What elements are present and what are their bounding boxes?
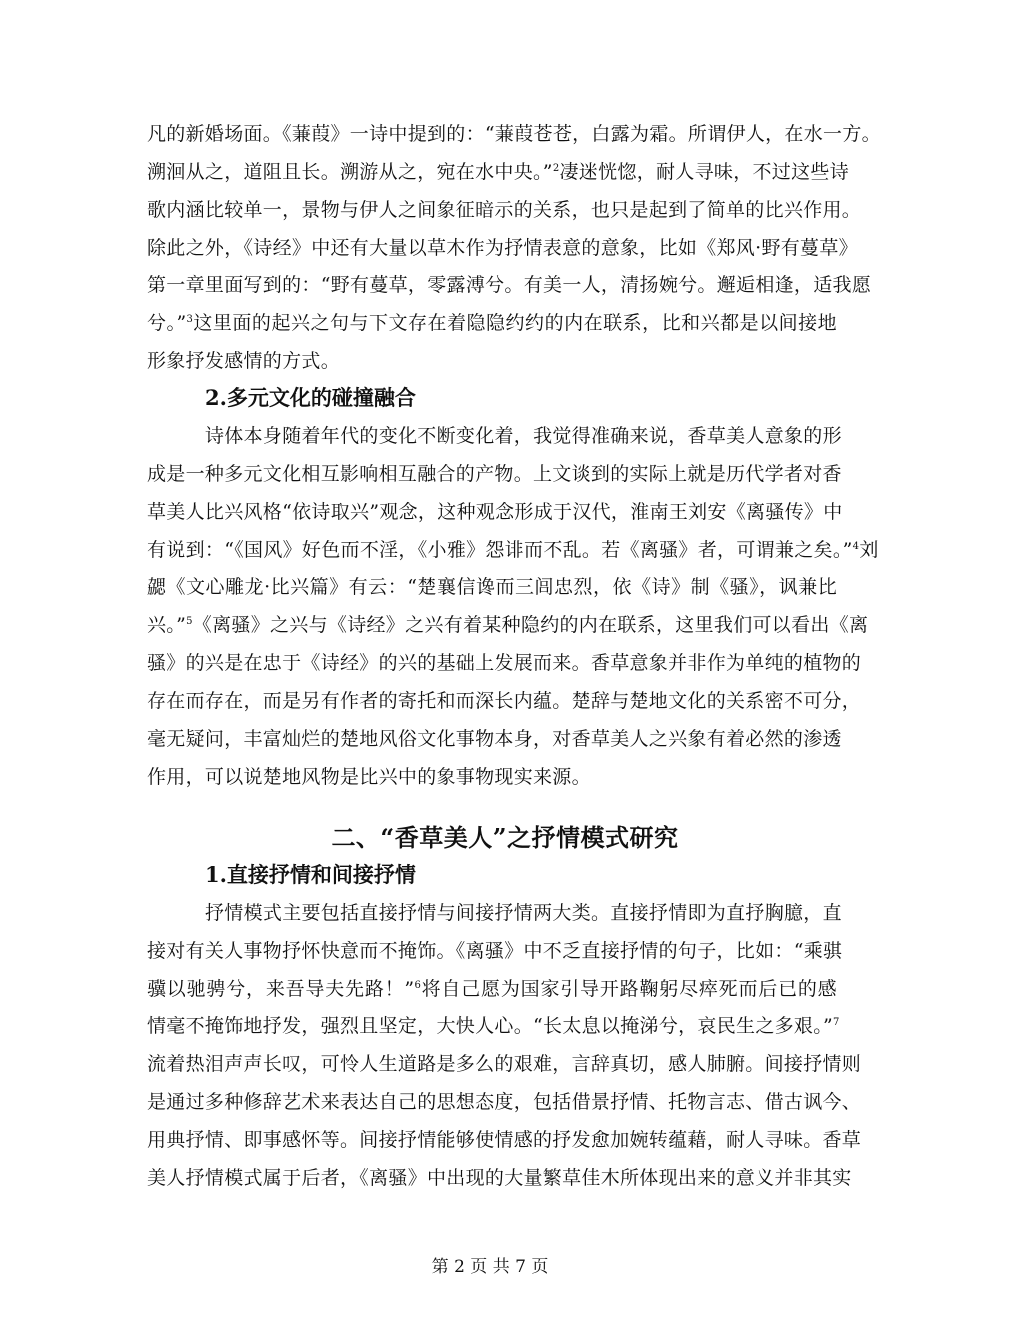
paragraph-line: 凡的新婚场面。《蒹葭》一诗中提到的：“蒹葭苍苍，白露为霜。所谓伊人，在水一方。: [147, 123, 881, 145]
paragraph-line: 骚》的兴是在忠于《诗经》的兴的基础上发展而来。香草意象并非作为单纯的植物的: [147, 652, 862, 674]
text-segment: 这里面的起兴之句与下文存在着隐隐约约的内在联系，比和兴都是以间接地: [193, 312, 837, 334]
footnote-marker: 5: [186, 616, 193, 627]
paragraph-line: 诗体本身随着年代的变化不断变化着，我觉得准确来说，香草美人意象的形: [205, 425, 842, 447]
footnote-marker: 6: [414, 980, 422, 991]
paragraph-line: 成是一种多元文化相互影响相互融合的产物。上文谈到的实际上就是历代学者对香: [147, 463, 842, 485]
text-segment: 《离骚》之兴与《诗经》之兴有着某种隐约的内在联系，这里我们可以看出《离: [192, 614, 869, 636]
text-segment: 情毫不掩饰地抒发，强烈且坚定，大快人心。“长太息以掩涕兮，哀民生之多艰。”: [147, 1015, 834, 1037]
paragraph-line: 除此之外，《诗经》中还有大量以草木作为抒情表意的意象，比如《郑风·野有蔓草》: [147, 237, 858, 259]
text-segment: 骥以驰骋兮，来吾导夫先路！”: [147, 978, 415, 1000]
paragraph-line: 抒情模式主要包括直接抒情与间接抒情两大类。直接抒情即为直抒胸臆，直: [205, 902, 842, 924]
paragraph-line: [147, 538, 879, 562]
paragraph-line: 毫无疑问，丰富灿烂的楚地风俗文化事物本身，对香草美人之兴象有着必然的渗透: [147, 728, 842, 750]
paragraph-line: 形象抒发感情的方式。: [147, 350, 341, 372]
footnote-marker: 2: [552, 163, 560, 174]
text-segment: 将自己愿为国家引导开路鞠躬尽瘁死而后已的感: [421, 978, 837, 1000]
paragraph-line: 流着热泪声声长叹，可怜人生道路是多么的艰难，言辞真切，感人肺腑。间接抒情则: [147, 1053, 862, 1075]
paragraph-line: 草美人比兴风格“依诗取兴”观念，这种观念形成于汉代，淮南王刘安《离骚传》中: [147, 501, 843, 523]
page-number-footer: 第 2 页 共 7 页: [431, 1257, 549, 1277]
paragraph-line: [147, 160, 850, 184]
paragraph-line: [147, 977, 837, 1001]
subsection-heading: 1.直接抒情和间接抒情: [205, 862, 416, 887]
text-segment: 兮。”: [147, 312, 187, 334]
subsection-heading: 2.多元文化的碰撞融合: [205, 385, 416, 410]
paragraph-line: 存在而存在，而是另有作者的寄托和而深长内蕴。楚辞与楚地文化的关系密不可分，: [147, 690, 862, 712]
paragraph-line: 接对有关人事物抒怀快意而不掩饰。《离骚》中不乏直接抒情的句子，比如：“乘骐: [147, 940, 843, 962]
paragraph-line: [147, 613, 869, 637]
text-segment: 凄迷恍惚，耐人寻味，不过这些诗: [559, 161, 850, 183]
paragraph-line: 歌内涵比较单一，景物与伊人之间象征暗示的关系，也只是起到了简单的比兴作用。: [147, 199, 862, 221]
paragraph-line: 勰《文心雕龙·比兴篇》有云：“楚襄信谗而三闾忠烈，依《诗》制《骚》，讽兼比: [147, 576, 837, 598]
paragraph-line: 作用，可以说楚地风物是比兴中的象事物现实来源。: [147, 766, 591, 788]
section-title: 二、“香草美人”之抒情模式研究: [331, 823, 679, 852]
text-segment: 溯洄从之，道阻且长。溯游从之，宛在水中央。”: [147, 161, 553, 183]
paragraph-line: 用典抒情、即事感怀等。间接抒情能够使情感的抒发愈加婉转蕴藉，耐人寻味。香草: [147, 1129, 862, 1151]
paragraph-line: 是通过多种修辞艺术来表达自己的思想态度，包括借景抒情、托物言志、借古讽今、: [147, 1091, 862, 1113]
footnote-marker: 4: [852, 541, 860, 552]
paragraph-line: 美人抒情模式属于后者，《离骚》中出现的大量繁草佳木所体现出来的意义并非其实: [147, 1167, 852, 1189]
footnote-marker: 3: [186, 314, 194, 325]
text-segment: 刘: [859, 539, 879, 561]
paragraph-line: 第一章里面写到的：“野有蔓草，零露溥兮。有美一人，清扬婉兮。邂逅相逢，适我愿: [147, 274, 872, 296]
footnote-marker: 7: [833, 1017, 840, 1028]
text-segment: 兴。”: [147, 614, 187, 636]
paragraph-line: [147, 1014, 840, 1038]
text-segment: 有说到：“《国风》好色而不淫，《小雅》怨诽而不乱。若《离骚》者，可谓兼之矣。”: [147, 539, 853, 561]
paragraph-line: [147, 311, 837, 335]
